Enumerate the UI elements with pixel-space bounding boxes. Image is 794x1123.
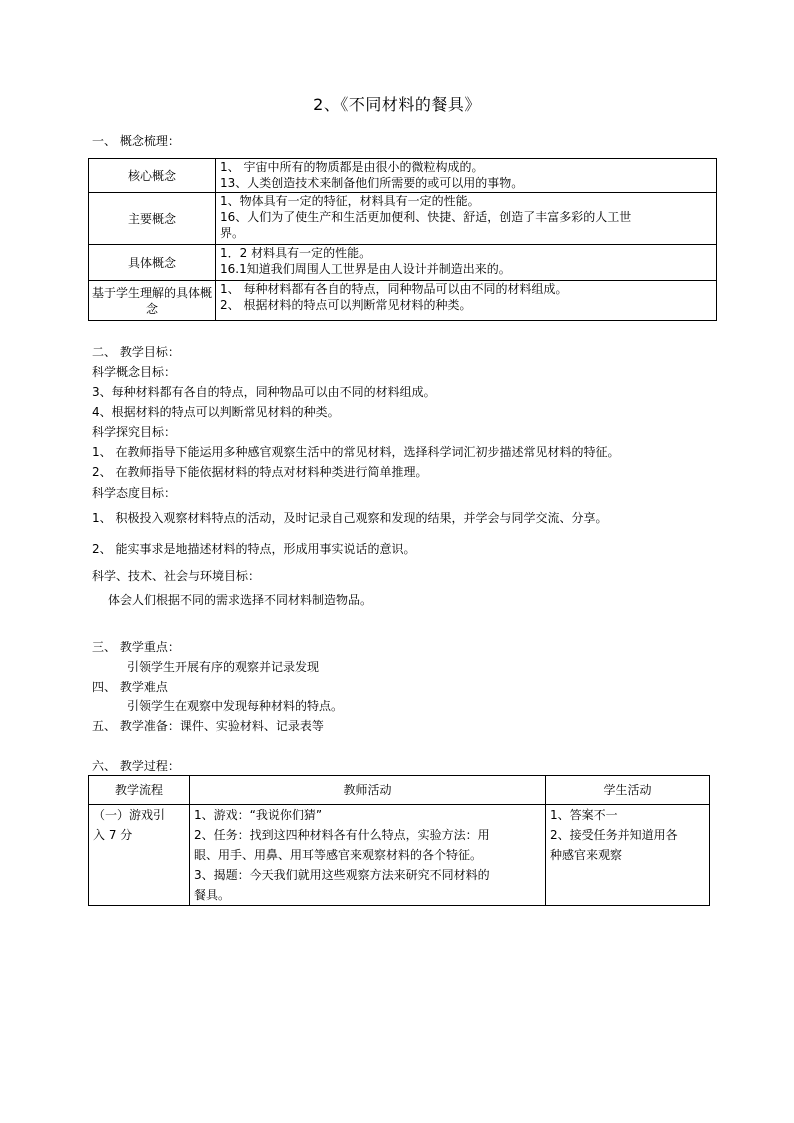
process-header-row	[89, 776, 710, 805]
concept-line: 界。	[220, 226, 245, 240]
step-line: （一）游戏引	[93, 808, 166, 822]
concept-line: 16.1知道我们周围人工世界是由人设计并制造出来的。	[220, 262, 511, 276]
attitude-item: 1、 积极投入观察材料特点的活动，及时记录自己观察和发现的结果，并学会与同学交流、分享。	[92, 511, 608, 525]
student-line: 2、接受任务并知道用各	[550, 828, 678, 842]
teacher-activity	[190, 805, 546, 906]
concept-value	[216, 159, 717, 193]
concept-value	[216, 245, 717, 281]
student-line: 种感官来观察	[550, 848, 623, 862]
attitude-heading: 科学态度目标：	[92, 486, 177, 500]
student-activity	[546, 805, 710, 906]
teacher-line: 餐具。	[194, 888, 231, 902]
section5-heading: 五、 教学准备：课件、实验材料、记录表等	[92, 719, 324, 733]
teacher-line: 3、揭题：今天我们就用这些观察方法来研究不同材料的	[194, 868, 490, 882]
concept-row	[89, 193, 717, 245]
concept-table	[88, 158, 717, 321]
column-header: 学生活动	[546, 776, 710, 805]
teacher-line: 眼、用手、用鼻、用耳等感官来观察材料的各个特征。	[194, 848, 483, 862]
page-title: 2、《不同材料的餐具》	[313, 95, 481, 114]
student-line: 1、答案不一	[550, 808, 618, 822]
sci-concept-item: 3、每种材料都有各自的特点，同种物品可以由不同的材料组成。	[92, 385, 436, 399]
column-header: 教学流程	[89, 776, 190, 805]
sci-inquiry-item: 1、 在教师指导下能运用多种感官观察生活中的常见材料，选择科学词汇初步描述常见材料的特征。	[92, 445, 620, 459]
concept-line: 1、 每种材料都有各自的特点，同种物品可以由不同的材料组成。	[220, 282, 568, 296]
sts-item: 体会人们根据不同的需求选择不同材料制造物品。	[108, 593, 373, 607]
concept-row	[89, 159, 717, 193]
section4-heading: 四、 教学难点	[92, 680, 168, 694]
teacher-line: 1、游戏：“我说你们猜”	[194, 808, 323, 822]
sts-heading: 科学、技术、社会与环境目标：	[92, 569, 261, 583]
section3-content: 引领学生开展有序的观察并记录发现	[127, 660, 320, 674]
concept-value	[216, 193, 717, 245]
section1-heading: 一、 概念梳理：	[92, 134, 180, 148]
concept-line: 13、人类创造技术来制备他们所需要的或可以用的事物。	[220, 176, 524, 190]
sci-concept-item: 4、根据材料的特点可以判断常见材料的种类。	[92, 405, 340, 419]
attitude-item: 2、 能实事求是地描述材料的特点，形成用事实说话的意识。	[92, 542, 416, 556]
concept-line: 16、人们为了使生产和生活更加便利、快捷、舒适，创造了丰富多彩的人工世	[220, 210, 632, 224]
section6-heading: 六、 教学过程：	[92, 759, 180, 773]
sci-concept-heading: 科学概念目标：	[92, 365, 177, 379]
process-step	[89, 805, 190, 906]
concept-key: 具体概念	[89, 245, 216, 281]
concept-line: 2、 根据材料的特点可以判断常见材料的种类。	[220, 298, 472, 312]
teacher-line: 2、任务：找到这四种材料各有什么特点，实验方法：用	[194, 828, 490, 842]
section4-content: 引领学生在观察中发现每种材料的特点。	[127, 699, 344, 713]
section3-heading: 三、 教学重点：	[92, 640, 180, 654]
concept-key: 核心概念	[89, 159, 216, 193]
concept-line: 1、 宇宙中所有的物质都是由很小的微粒构成的。	[220, 160, 484, 174]
process-row	[89, 805, 710, 906]
sci-inquiry-item: 2、 在教师指导下能依据材料的特点对材料种类进行简单推理。	[92, 465, 428, 479]
concept-line: 1、物体具有一定的特征，材料具有一定的性能。	[220, 194, 480, 208]
sci-inquiry-heading: 科学探究目标：	[92, 425, 177, 439]
concept-row	[89, 245, 717, 281]
concept-line: 1．2 材料具有一定的性能。	[220, 246, 372, 260]
concept-key: 基于学生理解的具体概念	[89, 281, 216, 321]
step-line: 入 7 分	[93, 828, 133, 842]
process-table	[88, 775, 710, 906]
column-header: 教师活动	[190, 776, 546, 805]
concept-row	[89, 281, 717, 321]
concept-key: 主要概念	[89, 193, 216, 245]
section2-heading: 二、 教学目标：	[92, 345, 180, 359]
concept-value	[216, 281, 717, 321]
